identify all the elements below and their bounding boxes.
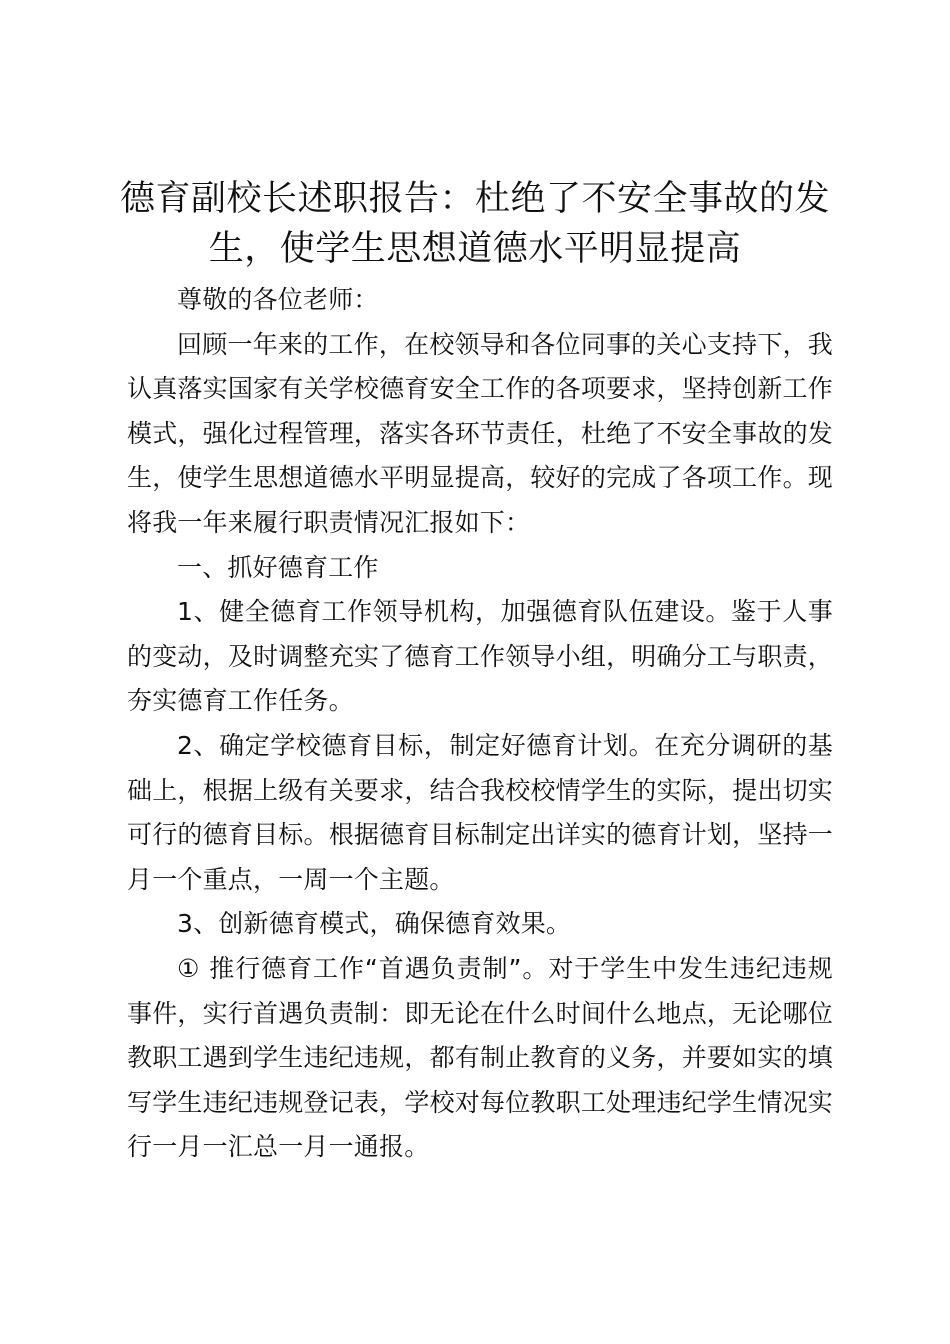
item-3-paragraph: 3、创新德育模式，确保德育效果。	[177, 909, 572, 939]
salutation-paragraph: 尊敬的各位老师：	[177, 285, 379, 314]
section-heading: 一、抓好德育工作	[177, 552, 379, 582]
item-1-paragraph: 1、健全德育工作领导机构，加强德育队伍建设。鉴于人事的变动，及时调整充实了德育工作领导小组，明确分工与职责，夯实德育工作任务。	[127, 597, 833, 716]
item-2-paragraph: 2、确定学校德育目标，制定好德育计划。在充分调研的基础上，根据上级有关要求，结合我校校情学生的实际，提出切实可行的德育目标。根据德育目标制定出详实的德育计划，坚持一月一个重点，一周一个主题。	[127, 730, 833, 894]
subitem-1-paragraph: ① 推行德育工作“首遇负责制”。对于学生中发生违纪违规事件，实行首遇负责制：即无论在什么时间什么地点，无论哪位教职工遇到学生违纪违规，都有制止教育的义务，并要如实的填写学生违纪违规登记表，学校对每位教职工处理违纪学生情况实行一月一汇总一月一通报。	[127, 953, 833, 1162]
document-body	[127, 278, 833, 1170]
intro-paragraph: 回顾一年来的工作，在校领导和各位同事的关心支持下，我认真落实国家有关学校德育安全工作的各项要求，坚持创新工作模式，强化过程管理，落实各环节责任，杜绝了不安全事故的发生，使学生思想道德水平明显提高，较好的完成了各项工作。现将我一年来履行职责情况汇报如下：	[127, 329, 833, 537]
document-title: 德育副校长述职报告：杜绝了不安全事故的发生，使学生思想道德水平明显提高	[119, 179, 830, 269]
